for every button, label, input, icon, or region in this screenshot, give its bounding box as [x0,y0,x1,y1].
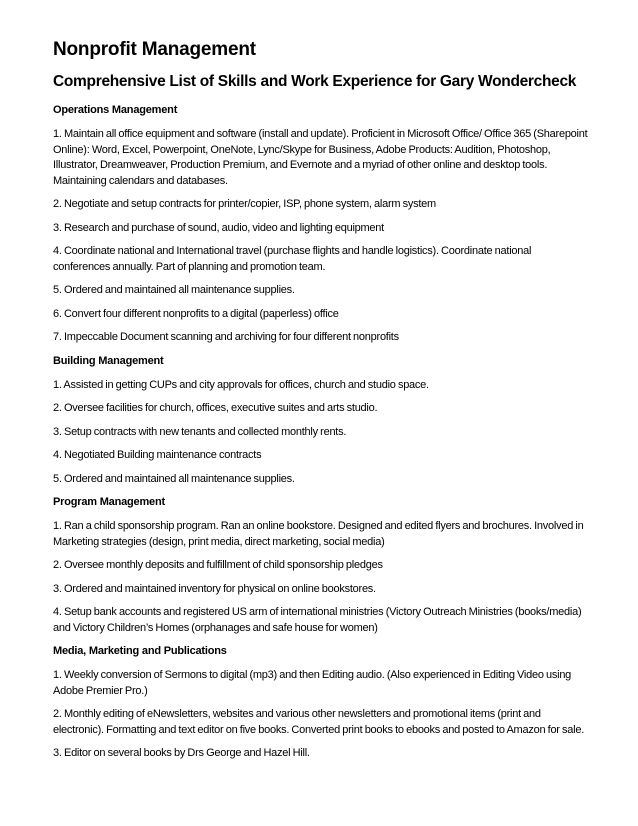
list-item: 1. Maintain all office equipment and software (install and update). Proficient in Microsoft Office/ Office 365 (Sharepoint Online): Word, Excel, Powerpoint, OneNote, Lync/Skype for Business, Adobe Products: Audition, Photoshop, Illustrator, Dreamweaver, Production Premium, and Evernote and a myriad of other online and desktop tools. Maintaining calendars and databases. [53,128,588,187]
list-item: 2. Oversee monthly deposits and fulfillment of child sponsorship pledges [53,559,383,571]
list-item: 3. Research and purchase of sound, audio, video and lighting equipment [53,221,384,234]
list-item: 3. Setup contracts with new tenants and collected monthly rents. [53,425,347,438]
list-item: 4. Setup bank accounts and registered US arm of international ministries (Victory Outreach Ministries (books/media) and Victory Children’s Homes (orphanages and safe house for women) [53,606,582,634]
section-heading: Building Management [53,354,164,367]
section-media-marketing-publications [53,644,588,762]
list-item: 4. Negotiated Building maintenance contracts [53,449,262,461]
section-heading: Media, Marketing and Publications [53,645,227,657]
list-item: 1. Ran a child sponsorship program. Ran an online bookstore. Designed and edited flyers and brochures. Involved in Marketing strategies (design, print media, direct marketing, social media) [53,520,584,548]
section-heading: Program Management [53,496,165,508]
list-item: 2. Negotiate and setup contracts for printer/copier, ISP, phone system, alarm system [53,198,436,210]
document-title: Nonprofit Management [53,39,256,60]
list-item: 2. Oversee facilities for church, offices, executive suites and arts studio. [53,402,378,414]
section-program-management [53,495,588,636]
list-item: 3. Editor on several books by Drs George and Hazel Hill. [53,747,310,759]
list-item: 5. Ordered and maintained all maintenance supplies. [53,284,295,296]
section-heading: Operations Management [53,104,178,116]
list-item: 1. Assisted in getting CUPs and city approvals for offices, church and studio space. [53,378,429,391]
list-item: 2. Monthly editing of eNewsletters, websites and various other newsletters and promotional items (print and electronic). Formatting and text editor on five books. Converted print books to ebooks and posted to Amazon for sale. [53,708,585,736]
list-item: 3. Ordered and maintained inventory for physical on online bookstores. [53,582,376,595]
section-building-management [53,354,588,488]
list-item: 6. Convert four different nonprofits to a digital (paperless) office [53,307,339,320]
list-item: 5. Ordered and maintained all maintenance supplies. [53,472,295,485]
list-item: 1. Weekly conversion of Sermons to digital (mp3) and then Editing audio. (Also experienced in Editing Video using Adobe Premier Pro.) [53,669,572,697]
section-operations-management [53,103,588,346]
list-item: 7. Impeccable Document scanning and archiving for four different nonprofits [53,331,399,343]
document-subtitle: Comprehensive List of Skills and Work Experience for Gary Wondercheck [53,73,577,90]
list-item: 4. Coordinate national and International travel (purchase flights and handle logistics). Coordinate national conferences annually. Part of planning and promotion team. [53,245,532,273]
